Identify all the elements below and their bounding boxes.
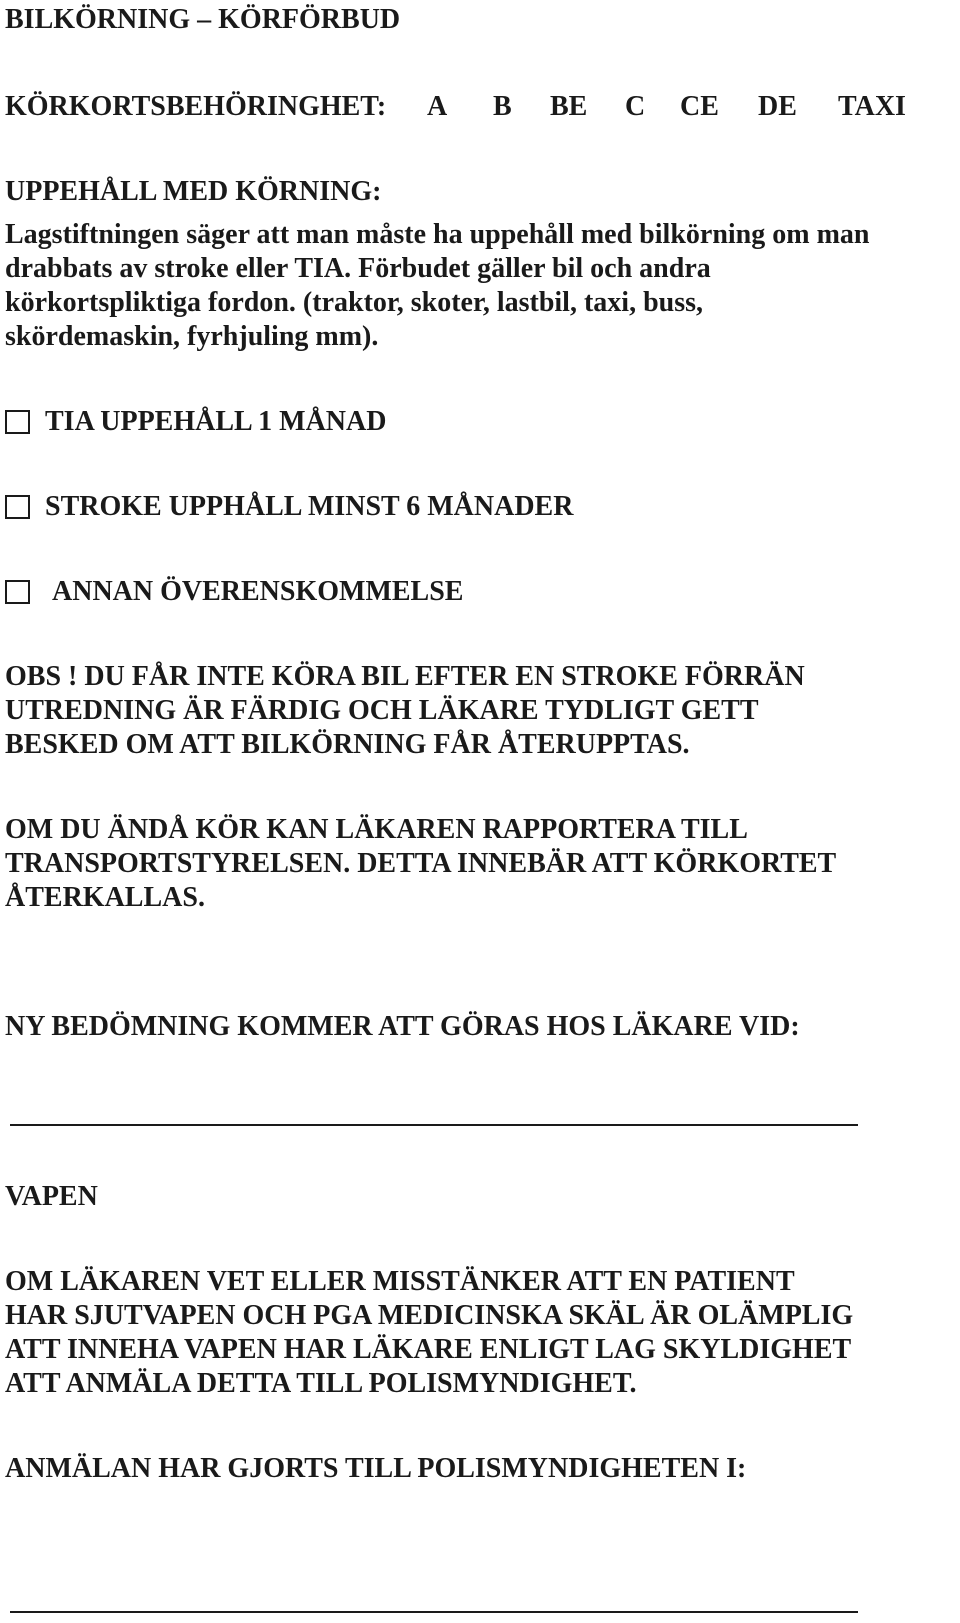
report-line: OM DU ÄNDÅ KÖR KAN LÄKAREN RAPPORTERA TILL xyxy=(5,814,748,845)
weapons-line: ATT ANMÄLA DETTA TILL POLISMYNDIGHET. xyxy=(5,1368,637,1399)
assessment-label: NY BEDÖMNING KOMMER ATT GÖRAS HOS LÄKARE VID: xyxy=(5,1011,800,1042)
obs-paragraph xyxy=(5,660,950,762)
obs-line: OBS ! DU FÅR INTE KÖRA BIL EFTER EN STROKE FÖRRÄN xyxy=(5,661,805,692)
license-label: KÖRKORTSBEHÖRINGHET: xyxy=(5,91,387,122)
option-other[interactable] xyxy=(5,575,605,609)
weapons-line: ATT INNEHA VAPEN HAR LÄKARE ENLIGT LAG SKYLDIGHET xyxy=(5,1334,852,1365)
break-paragraph xyxy=(5,218,950,354)
document-title: BILKÖRNING – KÖRFÖRBUD xyxy=(5,4,401,35)
option-other-label: ANNAN ÖVERENSKOMMELSE xyxy=(52,576,464,607)
weapons-paragraph xyxy=(5,1265,950,1401)
option-stroke-checkbox[interactable] xyxy=(5,495,30,519)
break-text-line: Lagstiftningen säger att man måste ha uppehåll med bilkörning om man xyxy=(5,219,870,250)
obs-line: UTREDNING ÄR FÄRDIG OCH LÄKARE TYDLIGT GETT xyxy=(5,695,759,726)
report-line: TRANSPORTSTYRELSEN. DETTA INNEBÄR ATT KÖRKORTET xyxy=(5,848,837,879)
license-class-ce: CE xyxy=(680,91,719,122)
license-class-a: A xyxy=(427,91,448,122)
weapons-heading: VAPEN xyxy=(5,1181,98,1212)
option-other-checkbox[interactable] xyxy=(5,580,30,604)
option-stroke[interactable] xyxy=(5,490,705,524)
police-report-field[interactable] xyxy=(10,1611,858,1613)
weapons-line: OM LÄKAREN VET ELLER MISSTÄNKER ATT EN PATIENT xyxy=(5,1266,795,1297)
license-class-b: B xyxy=(493,91,512,122)
obs-line: BESKED OM ATT BILKÖRNING FÅR ÅTERUPPTAS. xyxy=(5,729,690,760)
license-class-taxi: TAXI xyxy=(838,91,906,122)
break-text-line: drabbats av stroke eller TIA. Förbudet gäller bil och andra xyxy=(5,253,711,284)
license-class-be: BE xyxy=(550,91,588,122)
report-paragraph xyxy=(5,813,950,915)
option-tia-checkbox[interactable] xyxy=(5,410,30,434)
police-report-label: ANMÄLAN HAR GJORTS TILL POLISMYNDIGHETEN I: xyxy=(5,1453,747,1484)
break-heading: UPPEHÅLL MED KÖRNING: xyxy=(5,176,382,207)
option-tia-label: TIA UPPEHÅLL 1 MÅNAD xyxy=(45,406,387,437)
break-text-line: körkortspliktiga fordon. (traktor, skoter, lastbil, taxi, buss, xyxy=(5,287,704,318)
assessment-field[interactable] xyxy=(10,1124,858,1126)
license-class-c: C xyxy=(625,91,646,122)
license-classes-row xyxy=(5,90,945,126)
weapons-line: HAR SJUTVAPEN OCH PGA MEDICINSKA SKÄL ÄR OLÄMPLIG xyxy=(5,1300,854,1331)
report-line: ÅTERKALLAS. xyxy=(5,882,205,913)
license-class-de: DE xyxy=(758,91,797,122)
option-tia[interactable] xyxy=(5,405,605,439)
break-text-line: skördemaskin, fyrhjuling mm). xyxy=(5,321,379,352)
option-stroke-label: STROKE UPPHÅLL MINST 6 MÅNADER xyxy=(45,491,574,522)
